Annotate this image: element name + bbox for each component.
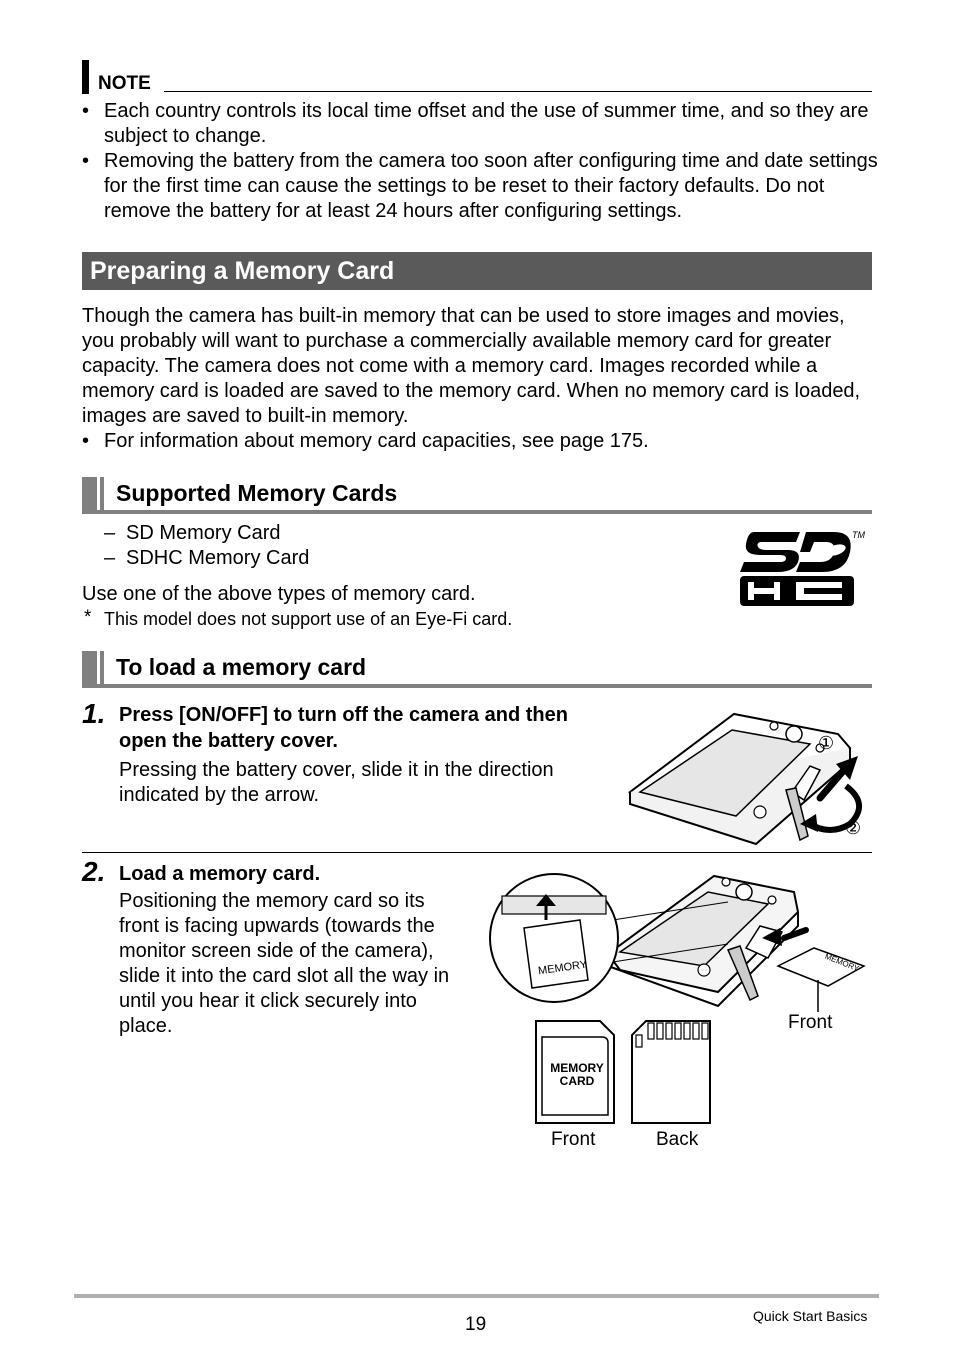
sdhc-logo: [736, 528, 868, 610]
footnote-mark: *: [84, 607, 92, 628]
note-item: • Each country controls its local time offset and the use of summer time, and so they are subject to change.: [82, 100, 869, 147]
note-rule: [164, 91, 872, 92]
step-heading: Load a memory card.: [119, 863, 321, 885]
use-text: Use one of the above types of memory card.: [82, 583, 476, 605]
trademark-mark: TM: [852, 530, 865, 540]
card-type-text: SD Memory Card: [126, 522, 281, 544]
step-number: 1.: [82, 698, 106, 729]
back-label: Back: [656, 1129, 699, 1150]
section-banner: [82, 252, 872, 290]
note-item-text: Removing the battery from the camera too soon after configuring time and date settings for the first time can cause the settings to be reset to their factory defaults. Do not remove the battery for at least 24 hours after configuring settings.: [104, 150, 878, 222]
step-number: 2.: [82, 856, 106, 887]
subheading-rule: [82, 684, 872, 688]
step-heading: Press [ON/OFF] to turn off the camera and then open the battery cover.: [119, 704, 568, 752]
footnote: This model does not support use of an Eye-Fi card.: [104, 609, 513, 629]
capacity-note: • For information about memory card capacities, see page 175.: [82, 430, 649, 452]
card-label: [534, 1062, 620, 1088]
note-item-text: Each country controls its local time offset and the use of summer time, and so they are subject to change.: [104, 100, 869, 147]
subheading-marker: [82, 651, 108, 685]
card-label-line: CARD: [559, 1074, 595, 1088]
note-item: • Removing the battery from the camera too soon after configuring time and date settings for the first time can cause the settings to be reset to their factory defaults. Do not remove the battery for at least 24 hours after configuring settings.: [82, 150, 878, 222]
card-type-text: SDHC Memory Card: [126, 547, 310, 569]
page-number: 19: [465, 1314, 487, 1335]
step-body: Positioning the memory card so its front is facing upwards (towards the monitor screen side of the camera), slide it into the card slot all the way in until you hear it click securely into place.: [119, 890, 450, 1037]
card-small-text: MEMORY: [823, 951, 861, 974]
card-label-line: MEMORY: [550, 1061, 604, 1075]
footer-rule: [74, 1294, 879, 1298]
section-title: Preparing a Memory Card: [90, 257, 395, 285]
step-marker-1: ①: [818, 733, 835, 753]
footer-section: Quick Start Basics: [753, 1308, 868, 1324]
card-type-item: – SDHC Memory Card: [104, 547, 310, 569]
subheading-rule: [82, 510, 872, 514]
front-label: Front: [551, 1129, 596, 1150]
front-label: Front: [788, 1012, 833, 1033]
step-body: Pressing the battery cover, slide it in the direction indicated by the arrow.: [119, 759, 554, 806]
card-type-item: – SD Memory Card: [104, 522, 281, 544]
note-label: NOTE: [98, 73, 151, 94]
load-title: To load a memory card: [116, 654, 367, 680]
section-intro: Though the camera has built-in memory that can be used to store images and movies, you probably will want to purchase a commercially available memory card for greater capacity. The camera does not come with a memory card. Images recorded while a memory card is loaded are saved to the memory card. When no memory card is loaded, images are saved to built-in memory.: [82, 305, 861, 427]
capacity-note-text: For information about memory card capacities, see page 175.: [104, 430, 649, 452]
supported-title: Supported Memory Cards: [116, 480, 398, 506]
note-marker-bar: [82, 60, 89, 94]
card-back-diagram: [630, 1019, 712, 1125]
card-insertion-illustration: [488, 866, 872, 1016]
subheading-marker: [82, 477, 108, 511]
step-divider: [82, 852, 872, 853]
step-marker-2: ②: [845, 818, 862, 838]
card-small-text: MEMORY: [537, 958, 588, 978]
camera-battery-cover-illustration: [624, 708, 870, 846]
